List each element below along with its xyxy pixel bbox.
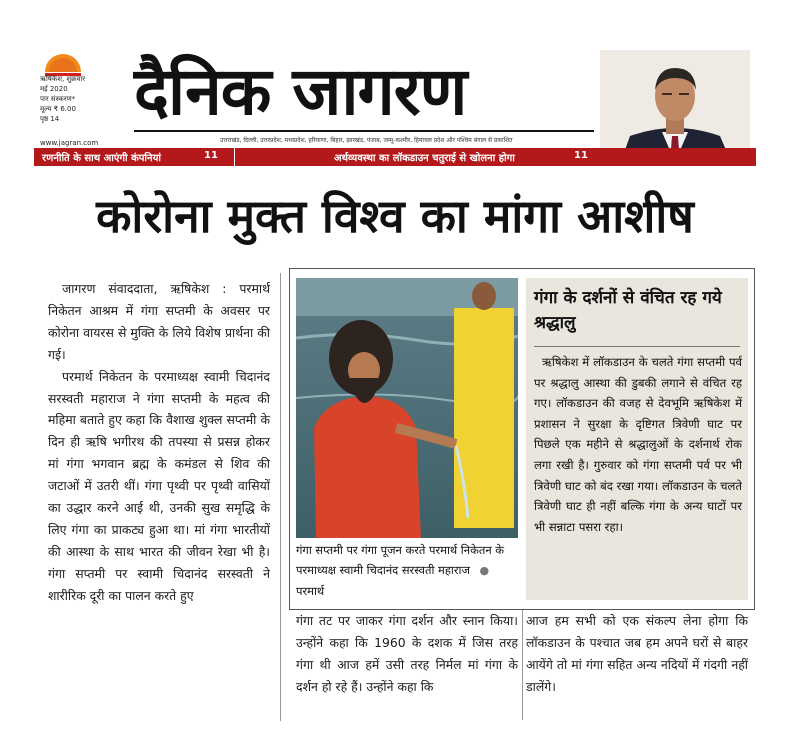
sidebar-body: ऋषिकेश में लॉकडाउन के चलते गंगा सप्तमी पर्व पर श्रद्धालु आस्था की डुबकी लगाने से वंचित रह गए। लॉकडाउन की वजह से देवभूमि ऋषिकेश में प्रशासन ने सुरक्षा के दृष्टिगत त्रिवेणी घाट पर पिछले एक महीने से श्रद्धालुओं के दर्शनार्थ रोक लगा रखी है। गुरुवार को गंगा सप्तमी पर्व पर भी त्रिवेणी घाट को बंद रखा गया। लॉकडाउन के चलते त्रिवेणी घाट ही नहीं बल्कि गंगा के अन्य घाटों पर भी सन्नाटा पसरा रहा। (534, 355, 742, 534)
sidebar-title: गंगा के दर्शनों से वंचित रह गये श्रद्धालु (534, 288, 722, 333)
bullet-icon: ● (479, 564, 490, 577)
masthead-divider (134, 130, 594, 132)
main-headline: कोरोना मुक्त विश्व का मांगा आशीष (96, 189, 694, 243)
ticker-right-page: 11 (574, 150, 588, 161)
ticker-left-page: 11 (204, 150, 218, 161)
news-ticker (34, 148, 756, 166)
ticker-right-text[interactable]: अर्थव्यवस्था का लॉकडाउन चतुराई से खोलना होगा (334, 153, 515, 164)
article-paragraph: आज हम सभी को एक संकल्प लेना होगा कि लॉकडाउन के पश्चात जब हम अपने घरों से बाहर आयेंगे तो मां गंगा सहित अन्य नदियों में गंदगी नहीं डालेंगे। (526, 613, 748, 694)
edition-info (40, 74, 110, 124)
edition-line: ऋषिकेश, शुक्रवार (40, 75, 86, 83)
photo-credit: परमार्थ (296, 584, 325, 598)
article-paragraph: गंगा तट पर जाकर गंगा दर्शन और स्नान किया। उन्होंने कहा कि 1960 के दशक में जिस तरह गंगा थी आज हमें उसी तरह निर्मल मां गंगा के दर्शन हो रहे हैं। उन्होंने कहा कि (296, 613, 518, 694)
edition-line: मई 2020 (40, 85, 68, 93)
edition-line: पार संस्करण* (40, 95, 76, 103)
article-paragraph: जागरण संवाददाता, ऋषिकेश : परमार्थ निकेतन आश्रम में गंगा सप्तमी के अवसर पर कोरोना वायरस से मुक्ति के लिये विशेष प्रार्थना की गई। (48, 281, 270, 362)
article-column-1 (48, 278, 270, 607)
newspaper-brand: दैनिक जागरण (134, 53, 467, 130)
article-column-3 (526, 610, 748, 698)
edition-line: मूल्य ₹ 6.00 (40, 105, 76, 113)
caption-text: गंगा सप्तमी पर गंगा पूजन करते परमार्थ निकेतन के परमाध्यक्ष स्वामी चिदानंद सरस्वती महाराज (296, 543, 505, 577)
masthead (34, 18, 756, 166)
edition-line: पृष्ठ 14 (40, 115, 60, 123)
ticker-divider (234, 148, 235, 166)
editions-strip: उत्तराखंड, दिल्ली, उत्तरप्रदेश, मध्यप्रदेश, हरियाणा, बिहार, झारखंड, पंजाब, जम्मू-कश्मीर, हिमाचल प्रदेश और पश्चिम बंगाल से प्रकाशित (220, 137, 513, 144)
article-paragraph: परमार्थ निकेतन के परमाध्यक्ष स्वामी चिदानंद सरस्वती महाराज ने गंगा सप्तमी के महत्व की महिमा बताते हुए कहा कि वैशाख शुक्ल सप्तमी के दिन ही ऋषि भगीरथ की तपस्या से प्रसन्न होकर मां गंगा भगवान ब्रह्म के कमंडल से शिव की जटाओं में उतरी थीं। गंगा पृथ्वी पर पृथ्वी वासियों का उद्धार करने आई थी, उनकी सुख समृद्धि के लिए गंगा का प्राकट्य हुआ था। मां गंगा भारतीयों की आस्था के साथ भारत की जीवन रेखा भी है। गंगा सप्तमी पर स्वामी चिदानंद सरस्वती ने शारीरिक दूरी का पालन करते हुए (48, 368, 270, 603)
article-column-2 (296, 610, 518, 698)
column-divider (280, 273, 281, 721)
ticker-left-text[interactable]: रणनीति के साथ आएंगी कंपनियां (42, 153, 161, 164)
sidebar-box (526, 278, 748, 600)
photo-caption (296, 540, 518, 601)
newspaper-page (34, 18, 756, 724)
sidebar-divider (534, 346, 740, 347)
ganga-puja-photo (296, 278, 518, 538)
website-link[interactable]: www.jagran.com (40, 139, 99, 147)
column-divider (522, 610, 523, 720)
portrait-photo (600, 50, 750, 164)
